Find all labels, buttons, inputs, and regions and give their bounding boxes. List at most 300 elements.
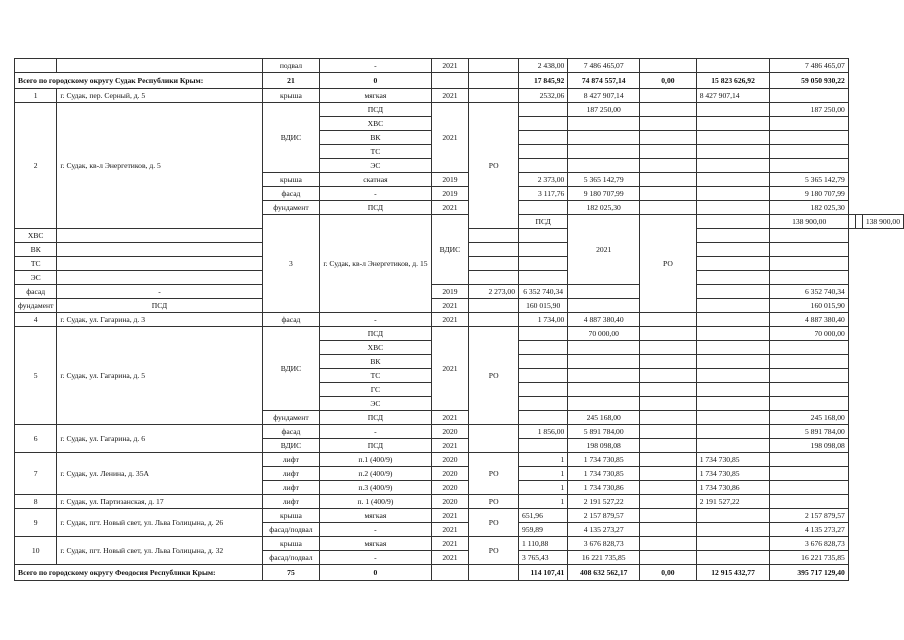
table-cell: г. Судак, ул. Партизанская, д. 17 [57, 495, 262, 509]
table-cell [696, 201, 770, 215]
table-cell: г. Судак, пгт. Новый свет, ул. Льва Голицына, д. 32 [57, 537, 262, 565]
table-cell: ПСД [320, 411, 431, 425]
table-cell: 1 [519, 495, 568, 509]
table-cell [568, 383, 640, 397]
table-cell: фасад [262, 425, 320, 439]
table-cell [770, 117, 848, 131]
table-cell: 187 250,00 [568, 103, 640, 117]
table-cell: мягкая [320, 509, 431, 523]
table-cell: ПСД [320, 327, 431, 341]
table-cell [469, 59, 519, 73]
table-cell [770, 271, 848, 285]
table-cell [770, 243, 848, 257]
table-cell [696, 509, 770, 523]
table-cell: 138 900,00 [862, 215, 903, 229]
table-cell [519, 271, 568, 285]
table-cell: 395 717 129,40 [770, 565, 848, 581]
table-cell: фундамент [15, 299, 57, 313]
table-cell: ВДИС [262, 439, 320, 453]
table-cell: 2019 [431, 285, 469, 299]
table-cell [519, 257, 568, 271]
table-cell: 2020 [431, 495, 469, 509]
table-cell [57, 229, 262, 243]
table-cell [640, 145, 697, 159]
table-cell [640, 537, 697, 551]
table-cell: - [320, 59, 431, 73]
table-cell: 1 734 730,86 [696, 481, 770, 495]
table-cell: ВДИС [431, 215, 469, 285]
table-cell: 6 352 740,34 [519, 285, 568, 299]
table-cell: г. Судак, кв-л Энергетиков, д. 5 [57, 103, 262, 229]
table-cell [770, 397, 848, 411]
table-cell [696, 285, 770, 299]
table-cell: РО [469, 103, 519, 229]
table-cell: 10 [15, 537, 57, 565]
table-cell: 2 373,00 [519, 173, 568, 187]
table-cell: 1 734 730,86 [568, 481, 640, 495]
table-cell: 1 734 730,85 [696, 453, 770, 467]
table-cell: ЭС [320, 397, 431, 411]
table-cell: 16 221 735,85 [770, 551, 848, 565]
table-cell [640, 159, 697, 173]
table-row [15, 453, 904, 467]
table-cell: 70 000,00 [568, 327, 640, 341]
table-cell: ЭС [15, 271, 57, 285]
table-cell [696, 411, 770, 425]
table-cell [519, 341, 568, 355]
table-cell [770, 453, 848, 467]
table-cell: 5 891 784,00 [770, 425, 848, 439]
table-cell: 12 915 432,77 [696, 565, 770, 581]
table-cell: 70 000,00 [770, 327, 848, 341]
table-cell: 1 734 730,85 [568, 453, 640, 467]
table-cell: 1 734 730,85 [568, 467, 640, 481]
table-cell: 5 365 142,79 [568, 173, 640, 187]
table-cell: 114 107,41 [519, 565, 568, 581]
table-row [15, 89, 904, 103]
table-cell: 245 168,00 [770, 411, 848, 425]
table-cell [568, 355, 640, 369]
table-row [15, 327, 904, 341]
table-cell [640, 59, 697, 73]
table-cell [519, 103, 568, 117]
table-cell: крыша [262, 537, 320, 551]
table-cell [469, 257, 519, 271]
table-cell: г. Судак, пгт. Новый свет, ул. Льва Голицына, д. 26 [57, 509, 262, 537]
table-cell: 2019 [431, 187, 469, 201]
table-cell: - [320, 425, 431, 439]
table-cell: крыша [262, 509, 320, 523]
table-cell [696, 425, 770, 439]
table-row [15, 537, 904, 551]
table-cell: крыша [262, 89, 320, 103]
table-cell: ЭС [320, 159, 431, 173]
table-cell [770, 383, 848, 397]
table-cell [519, 411, 568, 425]
table-cell: подвал [262, 59, 320, 73]
table-cell: г. Судак, кв-л Энергетиков, д. 15 [320, 215, 431, 313]
table-cell [640, 201, 697, 215]
table-cell: ПСД [320, 103, 431, 117]
table-cell: 138 900,00 [770, 215, 848, 229]
table-cell: 8 [15, 495, 57, 509]
table-cell: ТС [320, 145, 431, 159]
table-cell [696, 537, 770, 551]
table-cell: 15 823 626,92 [696, 73, 770, 89]
table-cell [469, 243, 519, 257]
table-cell [696, 159, 770, 173]
table-cell: 2021 [431, 509, 469, 523]
table-cell: лифт [262, 453, 320, 467]
table-cell [568, 159, 640, 173]
table-cell [696, 341, 770, 355]
table-cell: лифт [262, 495, 320, 509]
table-cell: 2021 [431, 551, 469, 565]
table-cell [640, 453, 697, 467]
table-cell [519, 131, 568, 145]
table-cell: ПСД [320, 201, 431, 215]
table-cell [640, 509, 697, 523]
table-cell: 2021 [431, 537, 469, 551]
table-cell: - [57, 285, 262, 299]
table-cell [640, 131, 697, 145]
table-cell: 198 098,08 [770, 439, 848, 453]
table-cell: 4 887 380,40 [568, 313, 640, 327]
table-cell: лифт [262, 481, 320, 495]
table-cell: 2021 [431, 103, 469, 173]
table-cell [696, 229, 770, 243]
table-cell [770, 355, 848, 369]
table-cell: 2 157 879,57 [770, 509, 848, 523]
table-cell: скатная [320, 173, 431, 187]
table-cell [696, 131, 770, 145]
table-cell [568, 145, 640, 159]
table-cell: г. Судак, пер. Серный, д. 5 [57, 89, 262, 103]
table-row [15, 285, 904, 299]
table-row [15, 425, 904, 439]
table-cell: 1 856,00 [519, 425, 568, 439]
table-cell: г. Судак, ул. Гагарина, д. 6 [57, 425, 262, 453]
table-cell: - [320, 523, 431, 537]
table-cell: РО [469, 495, 519, 509]
table-cell: г. Судак, ул. Гагарина, д. 5 [57, 327, 262, 425]
table-cell [696, 369, 770, 383]
table-cell [519, 327, 568, 341]
table-cell [770, 145, 848, 159]
table-cell [640, 495, 697, 509]
table-cell: 75 [262, 565, 320, 581]
table-row [15, 103, 904, 117]
table-cell [640, 425, 697, 439]
table-cell [519, 159, 568, 173]
table-cell [640, 383, 697, 397]
table-cell: 187 250,00 [770, 103, 848, 117]
table-cell: 1 734,00 [519, 313, 568, 327]
table-cell: - [320, 187, 431, 201]
table-cell [640, 103, 697, 117]
table-cell: 4 887 380,40 [770, 313, 848, 327]
table-cell: 2 273,00 [469, 285, 519, 299]
table-cell: 0,00 [640, 73, 697, 89]
table-row [15, 509, 904, 523]
table-cell: 0 [320, 73, 431, 89]
table-cell: 2 157 879,57 [568, 509, 640, 523]
table-cell: 2 191 527,22 [696, 495, 770, 509]
table-cell [568, 341, 640, 355]
table-cell [519, 145, 568, 159]
table-cell [640, 327, 697, 341]
table-cell: фасад [15, 285, 57, 299]
table-cell [696, 383, 770, 397]
table-cell [640, 439, 697, 453]
table-cell [469, 313, 519, 327]
table-cell: 959,89 [519, 523, 568, 537]
table-cell: РО [640, 215, 697, 313]
table-cell [770, 369, 848, 383]
table-cell [469, 89, 519, 103]
table-cell: фасад [262, 187, 320, 201]
table-cell: 1 [519, 453, 568, 467]
work-schedule-table [14, 58, 904, 581]
table-cell [696, 145, 770, 159]
table-cell [568, 369, 640, 383]
table-cell: ПСД [519, 215, 568, 229]
table-cell [640, 89, 697, 103]
table-cell: 3 117,76 [519, 187, 568, 201]
table-cell: ХВС [320, 341, 431, 355]
table-cell: 7 [15, 453, 57, 495]
table-cell: 160 015,90 [519, 299, 568, 313]
table-row [15, 495, 904, 509]
table-cell: ХВС [320, 117, 431, 131]
table-cell [469, 299, 519, 313]
table-cell [770, 131, 848, 145]
table-cell: 2021 [568, 215, 640, 285]
table-row [15, 59, 904, 73]
total-row [15, 73, 904, 89]
table-cell: 1 [519, 481, 568, 495]
table-row [15, 299, 904, 313]
table-cell [696, 355, 770, 369]
table-cell [469, 229, 519, 243]
table-cell: 0,00 [640, 565, 697, 581]
table-cell: п.3 (400/9) [320, 481, 431, 495]
table-cell [770, 89, 848, 103]
table-cell: ХВС [15, 229, 57, 243]
table-cell [519, 397, 568, 411]
table-cell [568, 131, 640, 145]
table-cell: 1 [519, 467, 568, 481]
table-cell: 4 [15, 313, 57, 327]
table-cell: ТС [320, 369, 431, 383]
table-cell: 2 438,00 [519, 59, 568, 73]
table-cell: 8 427 907,14 [568, 89, 640, 103]
table-cell: 2021 [431, 523, 469, 537]
table-cell: 245 168,00 [568, 411, 640, 425]
table-cell: ВК [320, 355, 431, 369]
table-cell: ВК [320, 131, 431, 145]
table-cell: 3 [262, 215, 320, 313]
table-cell [696, 103, 770, 117]
table-cell: 2020 [431, 481, 469, 495]
table-cell [431, 565, 469, 581]
table-cell: 5 [15, 327, 57, 425]
table-cell [640, 187, 697, 201]
table-cell: 7 486 465,07 [568, 59, 640, 73]
table-cell [696, 257, 770, 271]
table-cell: 17 845,92 [519, 73, 568, 89]
table-cell: РО [469, 509, 519, 537]
table-cell [696, 313, 770, 327]
table-cell: 0 [320, 565, 431, 581]
table-cell: фундамент [262, 201, 320, 215]
table-cell: 3 676 828,73 [568, 537, 640, 551]
table-cell [568, 299, 640, 313]
table-cell: РО [469, 537, 519, 565]
table-cell: 1 734 730,85 [696, 467, 770, 481]
table-cell [770, 495, 848, 509]
table-cell [640, 313, 697, 327]
table-cell [696, 117, 770, 131]
table-cell: 2 [15, 103, 57, 229]
table-cell [696, 551, 770, 565]
table-cell [770, 467, 848, 481]
table-cell [770, 257, 848, 271]
table-cell [696, 215, 770, 229]
table-cell: ГС [320, 383, 431, 397]
table-row [15, 313, 904, 327]
table-cell: фундамент [262, 411, 320, 425]
table-cell [519, 117, 568, 131]
table-cell [640, 481, 697, 495]
table-cell: 6 [15, 425, 57, 453]
table-cell: ПСД [57, 299, 262, 313]
table-cell: 198 098,08 [568, 439, 640, 453]
table-cell: 2 191 527,22 [568, 495, 640, 509]
table-cell: ТС [15, 257, 57, 271]
table-cell [57, 271, 262, 285]
table-cell: ВДИС [262, 103, 320, 173]
table-cell: 2021 [431, 89, 469, 103]
table-cell: 1 [15, 89, 57, 103]
table-cell: 182 025,30 [568, 201, 640, 215]
table-cell [519, 201, 568, 215]
table-cell [640, 411, 697, 425]
table-cell: - [320, 313, 431, 327]
table-cell: мягкая [320, 89, 431, 103]
table-cell [469, 271, 519, 285]
table-cell [640, 173, 697, 187]
table-cell [469, 425, 519, 453]
table-cell: фасад/подвал [262, 551, 320, 565]
table-cell [519, 243, 568, 257]
table-cell [696, 243, 770, 257]
table-cell: 2019 [431, 173, 469, 187]
table-cell: РО [469, 327, 519, 425]
table-cell: 160 015,90 [770, 299, 848, 313]
table-cell: крыша [262, 173, 320, 187]
table-cell: 408 632 562,17 [568, 565, 640, 581]
table-cell: мягкая [320, 537, 431, 551]
table-cell: ВДИС [262, 327, 320, 411]
table-cell: 9 180 707,99 [568, 187, 640, 201]
table-cell: п.1 (400/9) [320, 453, 431, 467]
table-cell: ВК [15, 243, 57, 257]
table-cell [57, 257, 262, 271]
table-cell [57, 243, 262, 257]
table-cell: п.2 (400/9) [320, 467, 431, 481]
table-cell [855, 215, 862, 229]
table-cell [696, 271, 770, 285]
table-cell: 74 874 557,14 [568, 73, 640, 89]
table-cell: 2021 [431, 411, 469, 425]
table-cell: Всего по городскому округу Феодосия Республики Крым: [15, 565, 263, 581]
table-cell: 5 365 142,79 [770, 173, 848, 187]
table-cell: 3 676 828,73 [770, 537, 848, 551]
table-cell [469, 73, 519, 89]
table-cell [696, 439, 770, 453]
table-cell: 2532,06 [519, 89, 568, 103]
table-cell: 2021 [431, 299, 469, 313]
table-cell [696, 397, 770, 411]
table-cell [640, 523, 697, 537]
table-cell: фасад/подвал [262, 523, 320, 537]
table-cell [57, 59, 262, 73]
table-cell [568, 397, 640, 411]
table-cell [519, 439, 568, 453]
table-cell: 2021 [431, 439, 469, 453]
table-cell: РО [469, 453, 519, 495]
table-cell: 8 427 907,14 [696, 89, 770, 103]
table-cell [696, 327, 770, 341]
total-row [15, 565, 904, 581]
table-cell: Всего по городскому округу Судак Республики Крым: [15, 73, 263, 89]
table-cell: 21 [262, 73, 320, 89]
table-cell [519, 383, 568, 397]
table-cell [469, 565, 519, 581]
table-cell: 651,96 [519, 509, 568, 523]
table-cell [770, 341, 848, 355]
table-cell [15, 59, 57, 73]
table-cell [568, 285, 640, 299]
table-cell: фасад [262, 313, 320, 327]
table-cell: 2020 [431, 425, 469, 439]
table-cell [770, 481, 848, 495]
table-cell: 59 050 930,22 [770, 73, 848, 89]
table-cell [568, 117, 640, 131]
table-cell: 16 221 735,85 [568, 551, 640, 565]
table-cell: 1 110,88 [519, 537, 568, 551]
table-cell: 2021 [431, 313, 469, 327]
table-cell: п. 1 (400/9) [320, 495, 431, 509]
table-cell [519, 355, 568, 369]
table-cell: 2021 [431, 327, 469, 411]
table-cell [696, 187, 770, 201]
table-cell [431, 73, 469, 89]
table-cell: - [320, 551, 431, 565]
table-cell: 7 486 465,07 [770, 59, 848, 73]
table-cell: 2020 [431, 453, 469, 467]
table-cell [640, 341, 697, 355]
table-cell: 2020 [431, 467, 469, 481]
table-cell [640, 551, 697, 565]
table-cell [770, 159, 848, 173]
table-cell: лифт [262, 467, 320, 481]
table-cell [696, 59, 770, 73]
table-cell [640, 397, 697, 411]
table-cell [519, 369, 568, 383]
table-cell [640, 369, 697, 383]
